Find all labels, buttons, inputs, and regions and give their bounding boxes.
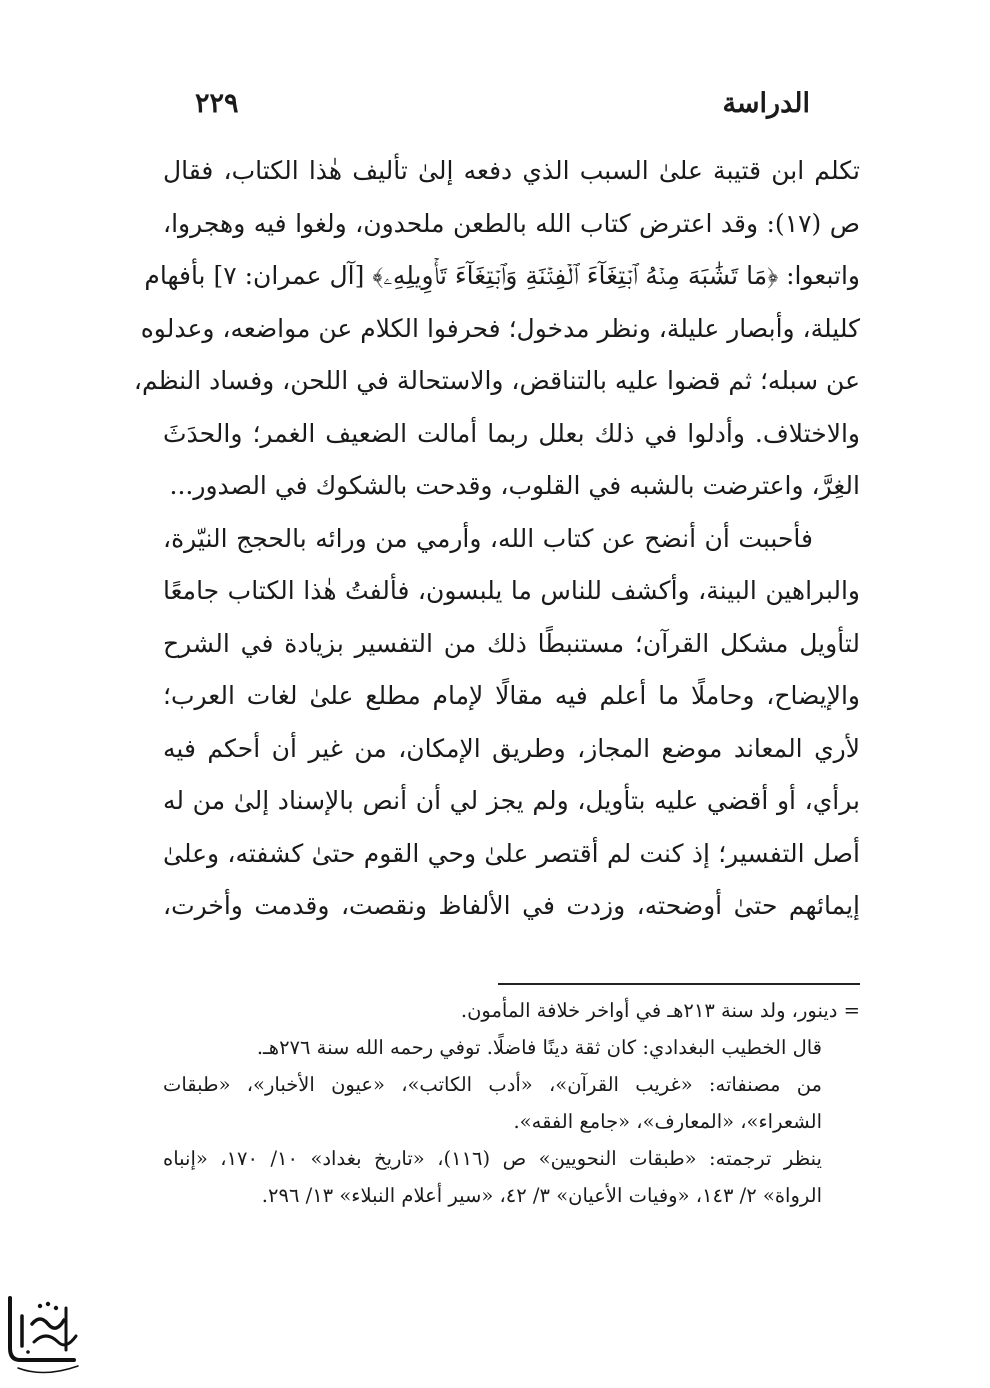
text-line: والإيضاح، وحاملًا ما أعلم فيه مقالًا لإمام مطلع علىٰ لغات العرب؛	[163, 681, 860, 710]
text-line: لأري المعاند موضع المجاز، وطريق الإمكان، من غير أن أحكم فيه	[163, 733, 860, 763]
text-line: تكلم ابن قتيبة علىٰ السبب الذي دفعه إلىٰ تأليف هٰذا الكتاب، فقال	[163, 156, 860, 185]
page-header	[195, 82, 810, 126]
text-line: الغِرَّ، واعترضت بالشبه في القلوب، وقدحت بالشكوك في الصدور...	[169, 471, 860, 500]
text-line: فأحببت أن أنضح عن كتاب الله، وأرمي من ورائه بالحجج النيّرة،	[163, 523, 813, 553]
text-line: كليلة، وأبصار عليلة، ونظر مدخول؛ فحرفوا الكلام عن مواضعه، وعدلوه	[140, 313, 860, 343]
footnote-line: من مصنفاته: «غريب القرآن»، «أدب الكاتب»، «عيون الأخبار»، «طبقات	[163, 1073, 822, 1096]
text-line: لتأويل مشكل القرآن؛ مستنبطًا ذلك من التفسير بزيادة في الشرح	[163, 628, 860, 658]
footnote-line: الرواة» ٢/ ١٤٣، «وفيات الأعيان» ٣/ ٤٢، «سير أعلام النبلاء» ١٣/ ٢٩٦.	[261, 1184, 822, 1207]
main-text	[133, 145, 860, 933]
footnotes	[163, 992, 860, 1214]
text-line: أصل التفسير؛ إذ كنت لم أقتصر علىٰ وحي القوم حتىٰ كشفته، وعلىٰ	[163, 838, 860, 868]
footnote-line: = دينور، ولد سنة ٢١٣هـ في أواخر خلافة المأمون.	[460, 999, 860, 1022]
text-line: عن سبله؛ ثم قضوا عليه بالتناقض، والاستحالة في اللحن، وفساد النظم،	[133, 366, 860, 395]
footnote-line: قال الخطيب البغدادي: كان ثقة دينًا فاضلًا. توفي رحمه الله سنة ٢٧٦هـ.	[256, 1036, 822, 1059]
text-line: برأي، أو أقضي عليه بتأويل، ولم يجز لي أن أنص بالإسناد إلىٰ من له	[163, 786, 860, 815]
text-line: إيمائهم حتىٰ أوضحته، وزدت في الألفاظ ونقصت، وقدمت وأخرت،	[163, 891, 860, 920]
footnote-separator	[498, 983, 860, 985]
text-line: والاختلاف. وأدلوا في ذلك بعلل ربما أمالت الضعيف الغمر؛ والحدَثَ	[163, 418, 860, 448]
text-line: والبراهين البينة، وأكشف للناس ما يلبسون، فألفتُ هٰذا الكتاب جامعًا	[163, 576, 860, 605]
page-number: ٢٢٩	[195, 88, 239, 119]
chapter-title: الدراسة	[722, 88, 810, 119]
footnote-line: ينظر ترجمته: «طبقات النحويين» ص (١١٦)، «تاريخ بغداد» ١٠/ ١٧٠، «إنباه	[163, 1147, 822, 1170]
text-line: ص (١٧): وقد اعترض كتاب الله بالطعن ملحدون، ولغوا فيه وهجروا،	[163, 208, 860, 238]
footnote-line: الشعراء»، «المعارف»، «جامع الفقه».	[513, 1110, 822, 1133]
publisher-logo-icon	[0, 1290, 86, 1386]
text-line: واتبعوا: ﴿مَا تَشَٰبَهَ مِنۡهُ ٱبۡتِغَآءَ ٱلۡفِتۡنَةِ وَٱبۡتِغَآءَ تَأۡوِيلِهِۦ﴾ [آل عمران: ٧] بأفهام	[144, 261, 860, 290]
